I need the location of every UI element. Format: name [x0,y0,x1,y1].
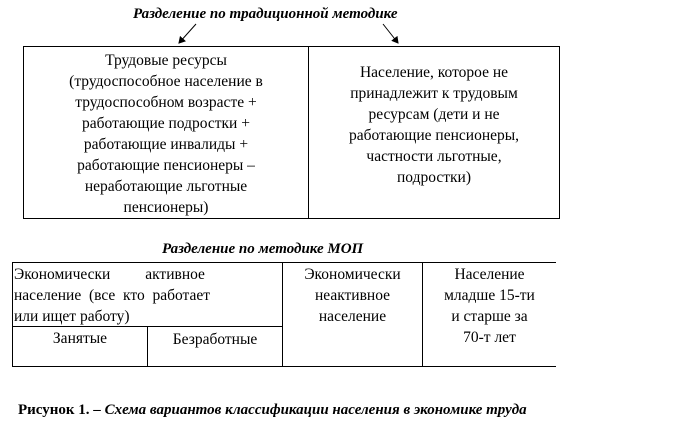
active-population-cell: Экономически активное население (все кто работает или ищет работу) [14,266,210,325]
non-labor-population-cell: Население, которое не принадлежит к трудовым ресурсам (дети и не работающие пенсионеры, частности льготные, подростки) [348,64,520,186]
ilo-method-title: Разделение по методике МОП [162,241,364,257]
arrow-right [383,24,398,43]
caption-label: Рисунок 1. – [18,402,101,418]
ilo-top-border [12,262,556,263]
arrow-left [179,24,196,43]
inactive-population-cell: Экономически неактивное население [304,266,401,325]
figure-caption [18,402,527,419]
employed-cell: Занятые [52,330,108,347]
traditional-method-title: Разделение по традиционной методике [133,6,398,22]
caption-text: Схема вариантов классификации населения в экономике труда [104,402,527,418]
age-population-cell: Население младше 15-ти и старше за 70-т лет [444,266,535,346]
ilo-bottom-border [12,366,556,367]
labor-resources-cell: Трудовые ресурсы (трудоспособное население в трудоспособном возрасте + работающие подростки + работающие инвалиды + работающие пенсионеры – неработающие льготные пенсионеры) [69,52,263,216]
unemployed-cell: Безработные [172,331,258,348]
